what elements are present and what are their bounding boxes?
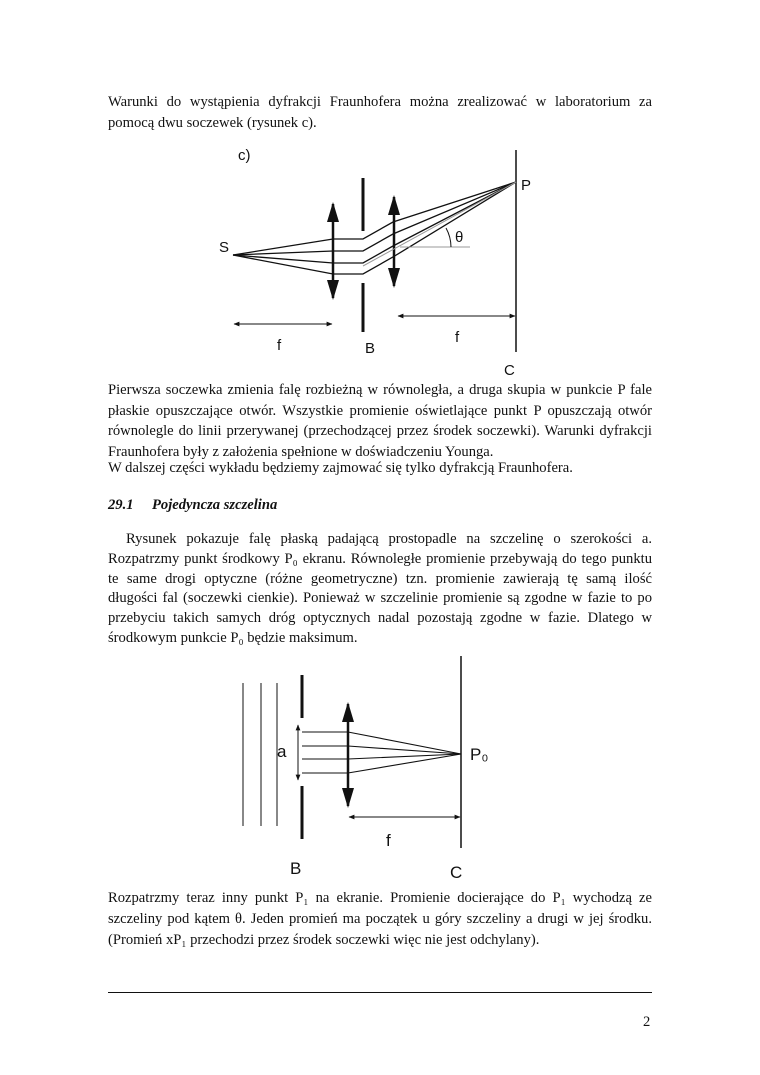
angle-arc xyxy=(446,228,451,247)
point-p0-label: P₀ xyxy=(470,745,489,764)
fraunhofer-note: W dalszej części wykładu będziemy zajmować się tylko dyfrakcją Fraunhofera. xyxy=(108,460,573,476)
center-line xyxy=(363,182,516,266)
section-number: 29.1 xyxy=(108,497,134,513)
figure-c xyxy=(219,147,531,379)
point-p-label: P xyxy=(521,177,532,194)
slit-barrier-label: B xyxy=(290,859,302,878)
intro-paragraph: Warunki do wystąpienia dyfrakcji Fraunhofera można zrealizować w laboratorium za pomocą dwu soczewek (rysunek c). xyxy=(108,94,652,131)
focal-left-label: f xyxy=(277,337,282,354)
figure-slit xyxy=(243,656,488,882)
figure-c-label: c) xyxy=(238,147,251,164)
section-heading xyxy=(108,497,277,514)
point-p1-paragraph: Rozpatrzmy teraz inny punkt P₁ na ekranie. Promienie docierające do P₁ wychodzą ze szczeliny pod kątem θ. Jeden promień ma początek u góry szczeliny a drugi w jej środku. (Promień xP₁ przechodzi przez środek soczewki więc nie jest odchylany). xyxy=(108,890,652,948)
footer-rule xyxy=(108,992,652,993)
slit-rays xyxy=(302,732,461,773)
single-slit-paragraph: Rysunek pokazuje falę płaską padającą prostopadle na szczelinę o szerokości a. Rozpatrzmy punkt środkowy P₀ ekranu. Równoległe promienie przebywają do tego punktu te same drogi optyczne (różne geometryczne) tzn. promienie zawierają tę samą ilość długości fal (soczewki cienkie). Ponieważ w szczelinie promienie są zgodne w fazie to po przebyciu takich samych dróg optycznych nadal pozostają zgodne w fazie. Dlatego w środkowym punkcie P₀ będzie maksimum. xyxy=(108,531,652,646)
focal-right-label: f xyxy=(455,329,460,346)
slit-width-label: a xyxy=(277,742,287,761)
slit-focal-label: f xyxy=(386,831,391,850)
barrier-label: B xyxy=(365,340,376,357)
source-label: S xyxy=(219,239,230,256)
slit-screen-label: C xyxy=(450,863,463,882)
fig-c-explanation: Pierwsza soczewka zmienia falę rozbieżną w równoległa, a druga skupia w punkcie P fale płaskie opuszczające otwór. Wszystkie promienie oświetlające punkt P opuszczają otwór równolegle do linii przerywanej (przechodzącej przez środek soczewki). Warunki dyfrakcji Fraunhofera były z założenia spełnione w doświadczeniu Younga. xyxy=(108,382,652,460)
theta-label: θ xyxy=(455,229,464,246)
page-number: 2 xyxy=(643,1014,651,1030)
screen-label: C xyxy=(504,362,515,379)
section-title: Pojedyncza szczelina xyxy=(152,497,278,513)
